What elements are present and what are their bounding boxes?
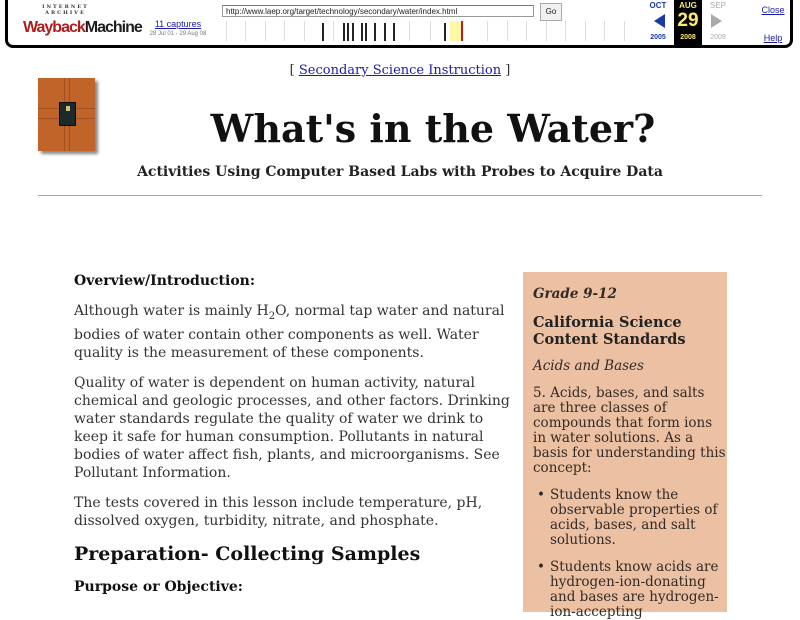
secondary-science-link[interactable]: Secondary Science Instruction: [298, 63, 502, 78]
prev-capture[interactable]: [644, 0, 672, 41]
capture-mark[interactable]: [393, 23, 395, 41]
arrow-right-icon: [711, 14, 722, 28]
list-item: • Students know the observable properties of acids, bases, and salt solutions.: [537, 487, 718, 548]
grade-label: Grade 9-12: [533, 286, 617, 302]
list-item: • Students know acids are hydrogen-ion-donating and bases are hydrogen-ion-accepting: [537, 559, 719, 620]
current-day: 29: [677, 10, 699, 31]
standards-list: [533, 488, 727, 620]
current-month: AUG: [679, 1, 697, 10]
current-capture: [674, 0, 702, 45]
standards-sidebar: [523, 272, 727, 620]
wayback-logo[interactable]: [23, 4, 142, 36]
bullet-icon: •: [537, 559, 545, 575]
url-input[interactable]: http://www.laep.org/target/technology/secondary/water/index.html: [222, 5, 534, 17]
overview-heading: Overview/Introduction:: [74, 273, 256, 289]
close-link[interactable]: Close: [761, 5, 785, 15]
arrow-left-icon[interactable]: [654, 14, 665, 28]
standards-title: California Science Content Standards: [533, 314, 686, 348]
capture-calendar: [644, 0, 764, 45]
overview-paragraph-1: Although water is mainly $H_2O$, normal tap water and natural bodies of water contain other components as well. Water quality is the measurement of these components.: [74, 303, 505, 361]
page-subtitle: Activities Using Computer Based Labs with Probes to Acquire Data: [137, 164, 663, 180]
overview-paragraph-2: Quality of water is dependent on human activity, natural chemical and geologic processes, and other factors. Drinking water standards regulate the quality of water we drink to keep it safe for human consumption. Pollutants in natural bodies of water affect fish, plants, and microorganisms. See Pollutant Information.: [74, 374, 510, 481]
section-heading: Preparation- Collecting Samples: [74, 542, 421, 565]
capture-sparkline[interactable]: [218, 19, 644, 43]
current-year: 2008: [680, 34, 696, 41]
captures-link[interactable]: 11 captures: [154, 19, 202, 29]
captures-range: 28 Jul 01 - 29 Aug 08: [149, 31, 207, 37]
overview-paragraph-3: The tests covered in this lesson include temperature, pH, dissolved oxygen, turbidity, nitrate, and phosphate.: [74, 494, 483, 529]
current-capture-mark[interactable]: [461, 21, 463, 41]
breadcrumb: [ Secondary Science Instruction ]: [289, 63, 511, 78]
standards-topic: Acids and Bases: [533, 358, 644, 374]
wayback-toolbar: [5, 0, 793, 48]
logo-wayback-machine-text: WaybackMachine: [23, 19, 142, 36]
standard-text: 5. Acids, bases, and salts are three classes of compounds that form ions in water solutions. As a basis for understanding this concept:: [533, 385, 726, 476]
captures-info: [138, 19, 218, 37]
purpose-heading: Purpose or Objective:: [74, 578, 243, 595]
next-year: 2009: [710, 34, 726, 41]
page-title: What's in the Water?: [210, 106, 656, 151]
capture-mark[interactable]: [361, 23, 363, 41]
prev-year[interactable]: 2005: [650, 34, 666, 41]
help-link[interactable]: Help: [763, 33, 783, 43]
next-capture: [704, 0, 732, 41]
bullet-icon: •: [537, 487, 545, 503]
main-content: [74, 272, 514, 608]
logo-internet-archive-text: INTERNET ARCHIVE: [42, 4, 89, 16]
capture-mark[interactable]: [347, 23, 349, 41]
capture-mark[interactable]: [444, 23, 446, 41]
capture-mark[interactable]: [374, 23, 376, 41]
capture-mark[interactable]: [384, 23, 386, 41]
capture-mark[interactable]: [352, 23, 354, 41]
capture-mark[interactable]: [322, 23, 324, 41]
prev-month[interactable]: OCT: [649, 1, 667, 10]
capture-mark[interactable]: [343, 23, 345, 41]
divider: [38, 195, 762, 196]
go-button[interactable]: Go: [540, 3, 562, 21]
capture-mark[interactable]: [365, 23, 367, 41]
next-month: SEP: [709, 1, 726, 10]
